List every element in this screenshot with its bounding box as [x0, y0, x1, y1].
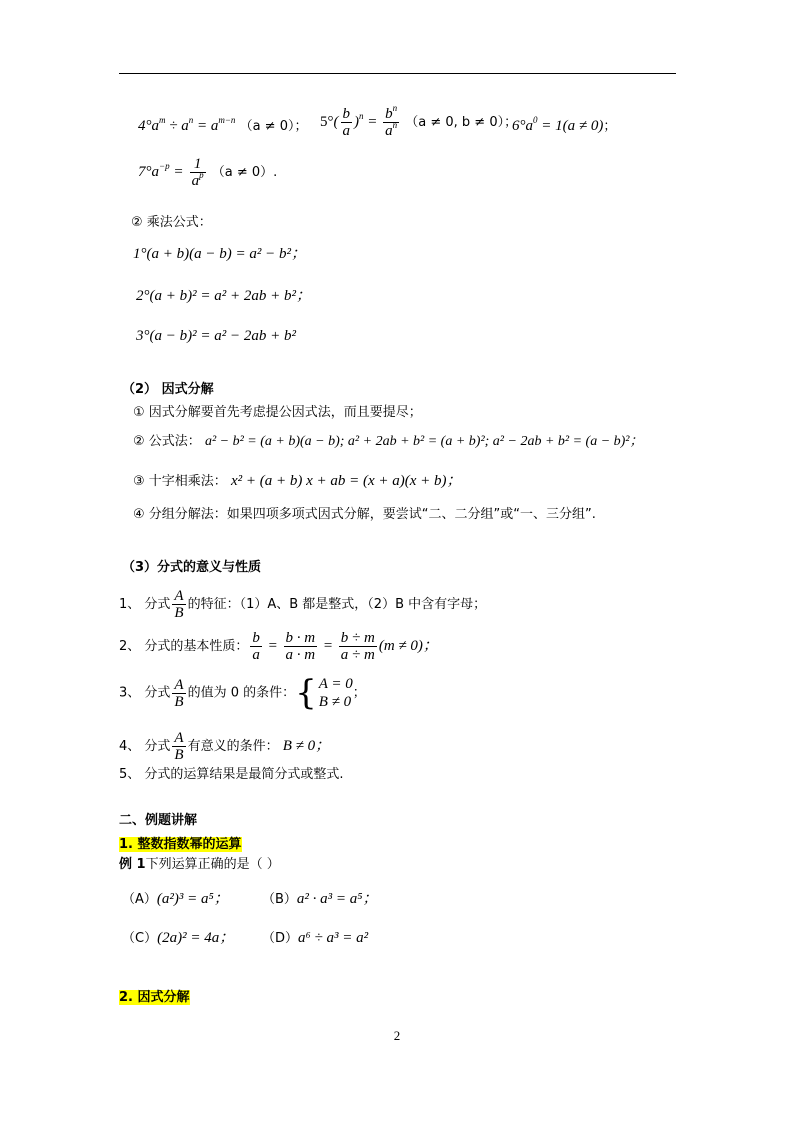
- fractions-item-1-prefix: 1、 分式: [119, 597, 171, 612]
- option-A-label: （A）: [122, 892, 157, 907]
- multiplication-formula-3: 3°(a − b)² = a² − 2ab + b²: [136, 328, 296, 344]
- fraction-b-over-a: $\frac{b}{a}$: [342, 106, 350, 139]
- fraction-A-over-B: $\frac{A}{B}$: [174, 588, 184, 621]
- formula-6-end: ；: [603, 119, 617, 134]
- option-C-formula: (2a)² = 4a；: [157, 930, 235, 946]
- fractions-item-3-end: ；: [352, 685, 366, 701]
- fractions-item-3-suffix: 的值为 0 的条件：: [187, 685, 296, 701]
- multiplication-formula-1: 1°(a + b)(a − b) = a² − b²；: [133, 246, 306, 262]
- factorization-item-4: ④ 分组分解法：如果四项多项式因式分解，要尝试“二、二分组”或“一、三分组”.: [133, 507, 596, 522]
- option-B: [262, 890, 378, 909]
- fractions-item-4-condition: B ≠ 0；: [282, 738, 331, 754]
- section-1-title: [119, 836, 242, 854]
- formula-7: $7^\circ a^{-p}$ = $\frac{1}{a^p}$ （a ≠ 0）.: [138, 156, 278, 189]
- option-C: [122, 929, 234, 948]
- fractions-heading: （3）分式的意义与性质: [122, 560, 262, 575]
- factorization-item-2-formula: a² − b² = (a + b)(a − b); a² + 2ab + b² = (a + b)²; a² − 2ab + b² = (a − b)²；: [204, 434, 644, 449]
- fractions-item-3-prefix: 3、 分式: [119, 685, 171, 701]
- left-brace: {: [295, 673, 317, 713]
- fraction-b-over-a-2: $\frac{b}{a}$: [252, 630, 260, 663]
- multiplication-formula-2: 2°(a + b)² = a² + 2ab + b²；: [136, 288, 311, 304]
- example-1: [119, 856, 280, 874]
- examples-heading: 二、例题讲解: [119, 813, 198, 828]
- option-B-label: （B）: [262, 892, 297, 907]
- fractions-item-1: [119, 588, 486, 621]
- option-D: [262, 929, 368, 948]
- option-B-formula: a² · a³ = a⁵；: [296, 891, 378, 907]
- factorization-item-3-formula: x² + (a + b) x + ab = (x + a)(x + b)；: [230, 473, 462, 489]
- fractions-item-1-suffix: 的特征：（1）A、B 都是整式，（2）B 中含有字母；: [187, 597, 487, 612]
- option-D-formula: a⁶ ÷ a³ = a²: [298, 930, 369, 946]
- condition-A-eq-0: A = 0: [318, 676, 353, 692]
- formula-6: $6^\circ a^0 = 1(a \ne 0)$；: [512, 115, 617, 134]
- factorization-heading: （2） 因式分解: [122, 382, 214, 397]
- example-1-text: 下列运算正确的是（ ）: [145, 857, 280, 872]
- fractions-item-3: [119, 675, 366, 711]
- section-1-highlight: 1. 整数指数幂的运算: [119, 837, 242, 852]
- formula-5-label: 5°: [320, 114, 334, 130]
- fractions-item-4: [119, 730, 330, 763]
- option-A: [122, 890, 229, 909]
- formula-7-condition: （a ≠ 0）.: [211, 165, 278, 180]
- factorization-item-2-label: ② 公式法：: [133, 434, 201, 449]
- fractions-item-4-prefix: 4、 分式: [119, 739, 171, 754]
- formula-4-condition: （a ≠ 0）；: [239, 119, 308, 134]
- page-number: 2: [393, 1028, 401, 1043]
- formula-row-4-5-6: [138, 117, 307, 136]
- option-D-label: （D）: [262, 931, 299, 946]
- fraction-A-over-B-3: $\frac{A}{B}$: [174, 730, 184, 763]
- factorization-item-2: [133, 433, 644, 451]
- example-1-prefix: 例 1: [119, 857, 146, 872]
- factorization-item-1: ① 因式分解要首先考虑提公因式法，而且要提尽；: [133, 405, 422, 420]
- option-A-formula: (a²)³ = a⁵；: [156, 891, 229, 907]
- fractions-item-2: 2、 分式的基本性质： $\frac{b}{a}$ = $\frac{b \cdot m}{a \cdot m}$ = $\frac{b \div m}{a \div m}$ (m ≠ 0)；: [119, 630, 438, 663]
- factorization-item-3: [133, 472, 462, 491]
- fractions-item-5: 5、 分式的运算结果是最简分式或整式.: [119, 767, 344, 782]
- fraction-bn-over-an: $\frac{b^n}{a^n}$: [385, 103, 398, 139]
- condition-stack: [319, 675, 353, 711]
- formula-4: $4^\circ a^m \div a^n = a^{m-n}$: [138, 115, 236, 134]
- header-rule: [119, 73, 676, 74]
- fraction-bm-over-am: $\frac{b \cdot m}{a \cdot m}$: [285, 630, 316, 663]
- formula-5: 5°( $\frac{b}{a}$ )$^n$ = $\frac{b^n}{a^n}$ （a ≠ 0, b ≠ 0）；: [320, 103, 518, 139]
- fraction-bdivm-over-adivm: $\frac{b \div m}{a \div m}$: [340, 630, 375, 663]
- factorization-item-3-label: ③ 十字相乘法：: [133, 474, 227, 489]
- fractions-item-2-prefix: 2、 分式的基本性质：: [119, 639, 249, 654]
- fraction-1-over-ap: $\frac{1}{a^p}$: [191, 156, 204, 189]
- fraction-A-over-B-2: $\frac{A}{B}$: [174, 676, 184, 710]
- fractions-item-4-suffix: 有意义的条件：: [187, 739, 279, 754]
- option-C-label: （C）: [122, 931, 158, 946]
- section-2-title: [119, 989, 190, 1007]
- multiplication-heading: ② 乘法公式：: [131, 215, 212, 230]
- section-2-highlight: 2. 因式分解: [119, 990, 190, 1005]
- formula-5-condition: （a ≠ 0, b ≠ 0）；: [405, 115, 518, 130]
- condition-B-neq-0: B ≠ 0: [318, 694, 352, 710]
- fractions-item-2-condition: (m ≠ 0)；: [378, 638, 438, 654]
